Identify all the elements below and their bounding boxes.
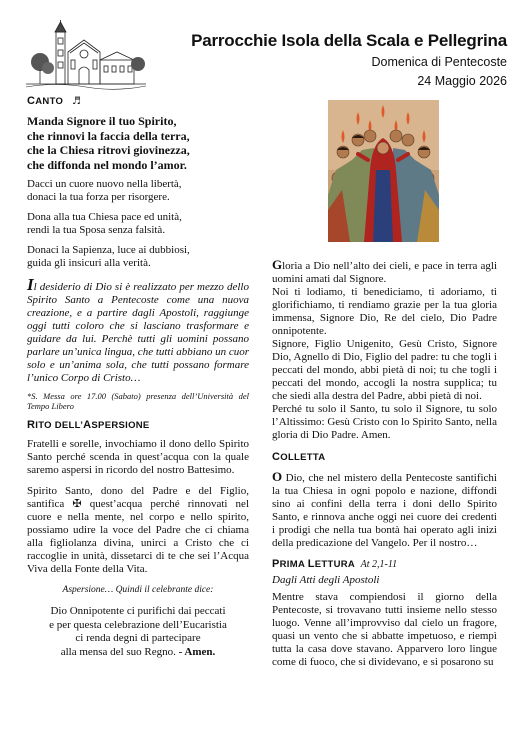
section-heading-aspersione: RITO DELL’ASPERSIONE: [27, 419, 150, 431]
canto-stanza: Dacci un cuore nuovo nella libertà, donaci la tua forza per risorgere.: [27, 178, 182, 203]
music-note-icon: ♬: [72, 96, 82, 107]
mass-note: *S. Messa ore 17.00 (Sabato) presenza dell’Università del Tempo Libero: [27, 391, 249, 411]
section-heading-colletta: COLLETTA: [272, 451, 326, 463]
gloria-text: Gloria a Dio nell’alto dei cieli, e pace in terra agli uomini amati dal Signore. Noi ti lodiamo, ti benediciamo, ti adoriamo, ti glorifichiamo, ti rendiamo grazie per la tua gloria immensa, Signore Dio, Re del cielo, Dio Padre onnipotente. Signore, Figlio Unigenito, Gesù Cristo, Signore Dio, Agnello di Dio, Figlio del padre: tu che togli i peccati del mondo, abbi pietà di noi; tu che togli i peccati del mondo, accogli la nostra supplica; tu che siedi alla destra del Padre, abbi pietà di noi. Perché tu solo il Santo, tu solo il Signore, tu solo l’Altissimo: Gesù Cristo con lo Spirito Santo, nella gloria di Dio Padre. Amen.: [272, 257, 497, 441]
reflection-quote: Il desiderio di Dio si è realizzato per mezzo dello Spirito Santo a Pentecoste come una nuova creazione, e a partire dagli Apostoli, raggiunge oggi tutti coloro che si lasciano trasformare e guidare da lui. Perchè tutti gli uomini possano parlare un’unica lingua, che tutti abbiano un cuor solo e un’anima sola, che tutti possano formare l’unico Corpo di Cristo…: [27, 275, 250, 384]
colletta-text: O Dio, che nel mistero della Pentecoste santifichi la tua Chiesa in ogni popolo e nazione, diffondi sino ai confini della terra i doni dello Spirito Santo, e rinnova anche oggi nei cuore dei credenti i prodigi che nella tua bontà hai operato agli inizi della predicazione del Vangelo. Per il nostro…: [272, 469, 497, 549]
page-subtitle: Domenica di Pentecoste: [371, 55, 507, 69]
reading-reference: At 2,1-11: [360, 559, 398, 570]
reading-text: Mentre stava compiendosi il giorno della Pentecoste, si trovavano tutti insieme nello stesso luogo. Venne all’improvviso dal cielo un fragore, quasi un vento che si abbatte impetuoso, e riempì tutta la casa dove stavano. Apparvero loro lingue come di fuoco, che si dividevano, e si posarono su: [272, 591, 497, 668]
section-heading-canto: CANTO ♬: [27, 95, 82, 107]
section-heading-prima-lettura: PRIMA LETTURA At 2,1-11: [272, 558, 398, 570]
page-date: 24 Maggio 2026: [417, 74, 507, 88]
pentecost-mosaic-image: [328, 100, 439, 242]
page-title: Parrocchie Isola della Scala e Pellegrina: [191, 31, 507, 50]
aspersione-rubric: Aspersione… Quindi il celebrante dice:: [62, 585, 214, 595]
aspersione-paragraph: Spirito Santo, dono del Padre e del Figlio, santifica ✠ quest’acqua perché rinnovati nel cuore e nella mente, nel corpo e nello spirito, possiamo udire la voce del Padre che ci chiama alla figliolanza divina, unirci a Cristo che ci raccoglie in unità, dissetarci di te che sei l’Acqua Viva della Fonte della Vita.: [27, 485, 249, 575]
canto-stanza: Donaci la Sapienza, luce ai dubbiosi, guida gli insicuri alla verità.: [27, 244, 190, 269]
canto-refrain: Manda Signore il tuo Spirito, che rinnovi la faccia della terra, che la Chiesa ritrovi giovinezza, che diffonda nel mondo l’amor.: [27, 114, 190, 172]
canto-stanza: Dona alla tua Chiesa pace ed unità, rendi la tua Sposa senza falsità.: [27, 211, 182, 236]
aspersione-paragraph: Fratelli e sorelle, invochiamo il dono dello Spirito Santo perché scenda in quest’acqua con la quale saremo aspersi in ricordo del nostro Battesimo.: [27, 438, 249, 476]
church-logo: [26, 20, 146, 90]
aspersione-final-prayer: Dio Onnipotente ci purifichi dai peccati e per questa celebrazione dell’Eucaristia ci renda degni di partecipare alla mensa del suo Regno. - Amen.: [49, 605, 227, 658]
reading-source: Dagli Atti degli Apostoli: [272, 574, 380, 586]
amen-response: - Amen.: [175, 645, 216, 658]
